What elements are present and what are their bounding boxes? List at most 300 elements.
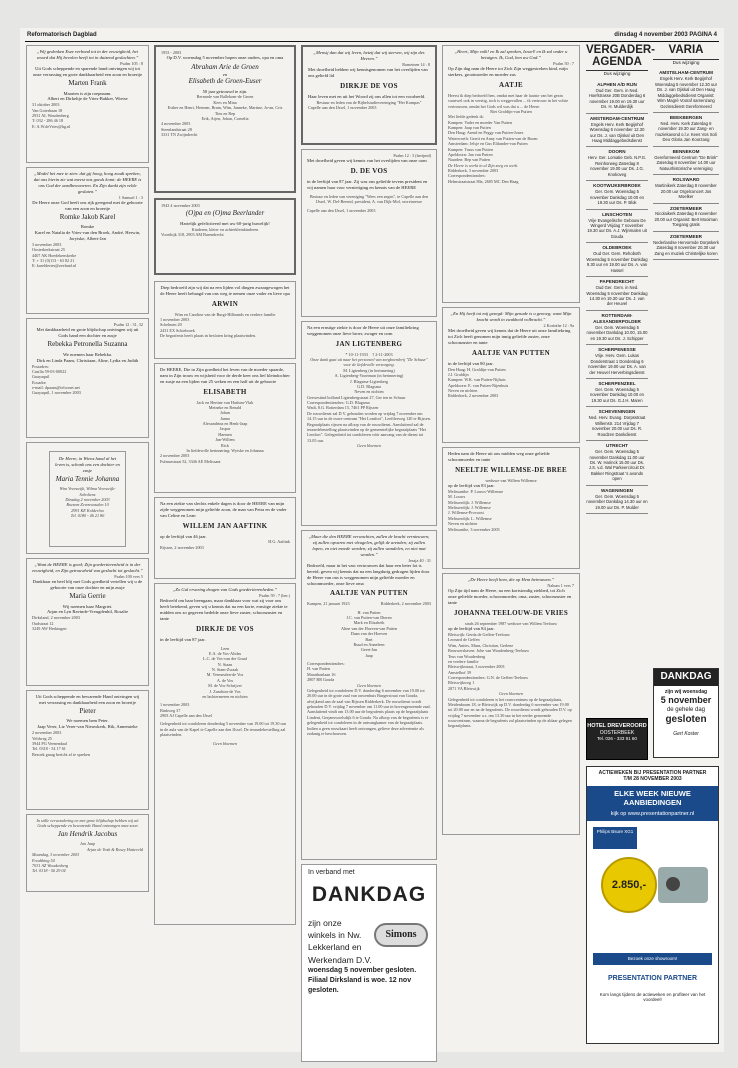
line: T: + 31 (0)113 - 63 82 21 <box>32 258 75 264</box>
agenda-item <box>653 113 719 147</box>
address <box>160 317 290 333</box>
footer: Geen bloemen <box>356 443 382 449</box>
line: Den Haag: H. Grafdijn-van Putten <box>448 366 506 372</box>
hotel-ad <box>586 718 648 760</box>
address: Voorthijk 318, 2903 AM Barendrecht <box>161 232 224 238</box>
line: 2431 EX Schiebroek <box>160 327 195 333</box>
url: kijk op www.presentationpartner.nl <box>587 811 718 821</box>
obituary-dirkje-society <box>301 45 437 145</box>
ad-title: DANKDAG <box>654 669 718 686</box>
line: Kampen: W.K. van Putten-Nijhuis <box>448 377 506 383</box>
line: Met liefde gedenk ik: <box>448 114 484 120</box>
deceased-name: D. DE VOS <box>350 167 388 176</box>
line: Neven en nichten <box>448 521 478 527</box>
line: Rick <box>221 442 229 448</box>
note: Romke <box>80 224 95 230</box>
line: Janna <box>220 415 230 421</box>
agenda-item <box>586 486 648 514</box>
address <box>54 497 121 519</box>
parents: Arjan en Lyn Ravinde-Vreugdenhil, Rosalie <box>47 609 128 615</box>
intro: De HEERE, Die in Zijn goedheid het leven van de moeder spaarde, nam in Zijn trouw en wijsheid voor de derde keer ons lief kleindochter en zusje na een lijden van 25 weken en een half uit de geboorte <box>160 367 290 384</box>
column-anniversary <box>154 45 296 1048</box>
text: op de leeftijd van 46 jaar. <box>160 533 207 539</box>
line: Kees en Mina <box>213 99 237 105</box>
line: Johan <box>220 410 230 416</box>
text: Heerst ik diep bedroefd ben, omdat met haar de laatste van het gezin vaartwel ook in veertig, toch is weggevallen ... ik vertrouw in het volste vertrouwen, omdat het Gods wil was dat u ... de Heere. <box>448 92 569 109</box>
family <box>160 646 290 700</box>
note: Gelegenheid tot condoleren donderdag 5 november van 19.00 tot 19.30 uur in de aula van de Kapel te Capelle aan den IJssel. De teraardebestelling zal plaatsvinden. <box>160 721 287 738</box>
line: Filiaal Dirksland is woe. 12 nov gesloten. <box>308 977 412 995</box>
intro: Met dankbaarheid en grote blijdschap ontvingen wij uit Gods hand een dochter en zusje <box>36 327 139 339</box>
agenda-list <box>586 80 648 514</box>
column-birth <box>26 45 149 1048</box>
price-badge: 2.850,- <box>601 857 657 913</box>
agenda-item-place: BENNEKOM <box>672 148 700 154</box>
line: Melisserdijk: L. Willemse <box>448 515 492 521</box>
line: Correspondentieadres: <box>448 173 486 179</box>
years: 1943 4 november 2003 <box>161 203 200 208</box>
address <box>32 102 143 129</box>
line: Kampen: Vader en moeder Van Putten <box>448 119 512 125</box>
agenda-item <box>586 277 648 311</box>
birth-notice-pieter <box>26 690 149 810</box>
death-date: † 2-11-2003 <box>372 351 393 357</box>
obituary-ligtenberg <box>301 321 437 526</box>
quote-ref: Psalm 12 : 3 (berijmd) <box>393 153 431 158</box>
line: Bleiswijkstraat, 3 november 2003 <box>448 664 505 670</box>
text: Hartelijk gefeliciteerd met uw 60-jarig huwelijk! <box>180 221 270 227</box>
line: Correspondentieadres: G.D. Blagsma <box>307 400 370 406</box>
child-name: Marten Frank <box>68 78 107 87</box>
line: Casilla 59-03-00022 <box>32 368 67 374</box>
line: Bleiswijkweg 1 <box>448 680 475 686</box>
line: Correspondentieadres: <box>307 661 345 667</box>
quote: „Wij gedenken Esze verbond tot in der eeuwigheid, het woord dat Hij bevolen heeft tot in duizend geslachten.” <box>36 49 139 60</box>
line: Erik, Arjen, Johan, Cornelia <box>201 115 249 121</box>
line: G.D. Blagsma <box>357 383 381 389</box>
agenda-item-details: Herv. Ger. Lomatie Geb. N.P.G. Reinhorweg Zaterdag 8 november 19.00 uur Ds. J.G. Knokoveg <box>587 155 647 177</box>
line: Melissanthe: P. Louws-Willemse <box>448 488 504 494</box>
family: Kinderen, klein- en achterkleinkinderen <box>191 226 259 232</box>
line: J. Blagsma-Ligtenberg <box>349 378 389 384</box>
line: Tel. 0318 - 56 29 04 <box>32 868 66 874</box>
note: De rouwdienst zal D.V. gehouden worden op vrijdag 7 november om 14.15 uur in de ouwe centrum "Het Lontfort", Leeftlerweg 120 te Rijssen. Begraafplaats rijssen na afloop van de rouwdienst. Aansluitend zal de teraardebestelling plaatsvinden op de gemeentelijke begraafplaats "Het Lentfort". Gelegenheid tot condoleren vóór aanvang van de dienst tot 13.05 uur. <box>307 410 431 443</box>
text: op de leeftijd van 84 jaar. <box>448 626 495 632</box>
signature: Bestuur en leden van de Bijbelstudievereniging "Het Kompas" <box>316 99 422 105</box>
note: Gelegenheid tot condoleren is het rouwcentrum op de begraafplaats, Meidenboom 18, te Bleiswijk op D.V. donderdag 6 november van 19.00 tot 20.00 uur en na de begrafenis. De rouwdienst wordt gehouden D.V. op vrijdag 7 november a.s. om 13.30 uur in het eerder genoemde rouwcentrum, waarna de begrafenis zal plaatsvinden op de aldaar gelegen begraafplaats. <box>448 696 572 729</box>
line: Oudstraat 12 <box>32 620 54 626</box>
line: Veldweg 25 <box>32 735 52 741</box>
husband-name: Abraham Arie de Groen <box>191 63 259 72</box>
line: 2931 AL Woudenberg <box>32 113 69 119</box>
address <box>160 702 290 718</box>
address <box>32 242 143 269</box>
note: Wij noemen haar Margriet. <box>62 603 113 609</box>
obituary-johanna-teelouw <box>442 573 580 835</box>
inner-frame <box>49 451 126 547</box>
line: Marathonlaan 16 <box>307 671 336 677</box>
line: Dinsdag 2 november 2003 <box>65 497 110 503</box>
quote: „Model het mee te zien: dat gij hoog, hoog zoudt spreken, dat ons hierin zie wat meest ons goeds komt: de HEERE is ons God der aardbewoneren. En Zijn dankt zijn velde geslaten.” <box>33 171 142 194</box>
line: 3944 PG Veenendaal <box>32 740 68 746</box>
dankdag-simons-ad <box>301 864 437 1062</box>
column-agenda <box>586 44 656 732</box>
line: Ruud en Anneleen <box>353 641 385 647</box>
ad-title: DANKDAG <box>311 882 427 906</box>
line: Kampen: Jaap van Putten <box>448 125 491 131</box>
line: Mark en Elisabeth <box>353 620 385 626</box>
note: Gelegenheid tot condoleren D.V. donderdag 6 november van 19.00 tot 20.00 uur in de grote zaal van ouwenhuis Burgerstraat van Gouda, afwijkend aan de zaal van Rijssen Ridderkerk. De rouwdienst wordt gehouden D.V. vrijdag 7 november om 11.00 uur in bovengenoemde zaal. Aansluitend vindt om 13.00 uur de begrafenis plaats op de begraafplaats Lindeni, Gerjanswoelsdijk 6 te Gouda. Na afloop van de begrafenis is er gelegenheid tot condoleren in de ontvangkamer van de begraafplaats. Indien u geen rouwkaart heeft ontvangen, gelieve deze advertentie als zodanig te beschouwen. <box>307 687 431 736</box>
line: 2 november 2003 <box>160 453 190 459</box>
dankdag-koster-ad <box>653 668 719 758</box>
deceased-name: DIRKJE DE VOS <box>340 81 398 90</box>
product-area <box>593 827 712 947</box>
hotel-tel: Tel. 026 - 333 91 60 <box>597 736 637 742</box>
address: Melissanthe, 3 november 2003 <box>448 526 500 532</box>
line: Kampen: Truus van Putten <box>448 146 493 152</box>
line: Esther en Henri, Hermen, Bram, Wim, Janneke, Martine, Jo-an, Cris <box>167 105 283 111</box>
note: Maarten is zijn roepnaam. <box>63 90 112 96</box>
line: J. Willemse-Provoost <box>448 510 484 516</box>
line: Ecuador <box>32 379 46 385</box>
footer: Kom langs tijdens de actieweken en profiteer van het voordeel! <box>599 991 706 1003</box>
varia-subtitle: Dus wijziging <box>672 59 700 65</box>
parents: Karel en Natalia de Vries-van den Broek, André, Herwin, Jorytske, Albert-Jan <box>34 230 141 242</box>
deceased-name: ARWIN <box>211 299 239 308</box>
intro: Met droefheid hebben wij kennisgenomen van het overlijden van ons geliefd lid <box>308 67 428 78</box>
years: 1953 - 2003 <box>161 50 182 55</box>
line: Amsterdam: Jelsje en Gus Elifander-van Putten <box>448 141 528 147</box>
line: Jaspar <box>219 426 231 432</box>
line: E: karelderies@zeeland.nl <box>32 263 77 269</box>
line: Van Goterbaan 18 <box>32 107 63 113</box>
agenda-item <box>586 80 648 114</box>
agenda-item-details: Vrije Evangelische Gebouw De Wingerd Vrijdag 7 november 19.30 uur Ds. A.J. Wijnmalen uit Gouda <box>587 217 647 239</box>
obituary-elisabeth <box>154 363 296 493</box>
line: gesloten <box>665 714 707 726</box>
family <box>161 94 289 121</box>
intro: Diep bedroefd zijn wij dat na een lijden vol dingen zwaargewogen het de Heere heeft behaagd van ons weg te nemen onze vader en lieve opa <box>160 285 290 296</box>
birth-notice-marten <box>26 45 149 163</box>
line: Boezem Zevenwouden 10 <box>66 502 109 508</box>
deceased-name: DIRKJE DE VOS <box>196 624 254 633</box>
deceased-name: AALTJE VAN PUTTEN <box>329 589 409 598</box>
line: N. Staan <box>217 661 233 667</box>
hotel-sub: OOSTERBEEK <box>599 730 635 737</box>
shop-name: Gert Koster <box>673 731 699 738</box>
address <box>160 453 290 464</box>
birth-notice-romke <box>26 167 149 314</box>
agenda-item-place: UTRECHT <box>606 443 628 449</box>
intro: Uit Gods scheppende en bewarende Hand ontvingen wij met verrassing en dankbaarheid een zoon en broertje <box>35 694 140 705</box>
line: 2871 VA Bleiswijk <box>448 685 480 691</box>
agenda-item <box>586 345 648 379</box>
anniversary-beerlander <box>154 198 296 275</box>
and: en <box>222 71 228 77</box>
line: 1 november 2003 <box>160 702 190 708</box>
line: 2991 KE Kolderloo <box>71 507 104 513</box>
signature: Bestuur en leden van vereniging "Wees een zegen", te Capelle aan den IJssel, W. Del-Berend, president, A. van Dijk-Mol, secretaresse <box>309 193 429 205</box>
lens-icon <box>666 877 680 891</box>
line: Meineke en Renald <box>208 404 242 410</box>
agenda-item-details: Ger. Gem. Woensdag 5 november Dankdag 11.00 uur Ds. W. Harinck 15.00 uur Ds. J.S. v.d. Wal Parkeercircuit Dr. Bakker Ringstraat 's avonds open <box>588 449 646 482</box>
footer: Geen bloemen <box>498 691 524 697</box>
agenda-item-details: Ger. Gem. Woensdag 5 november Dankdag 10.00, 15.00 en 19.30 uur Ds. J. Schipper <box>586 324 648 341</box>
note: We noemen hem Peter. <box>66 718 109 724</box>
agenda-item-details: Oud Ger. Gem. in Ned. Woensdag 5 november Dankdag 14.30 en 19.30 uur Ds. J. van der Heuvel <box>586 285 648 307</box>
agenda-item-place: ALPHEN A/D RIJN <box>597 81 637 87</box>
agenda-item-place: OLDEBROEK <box>602 245 632 251</box>
quote: „Heert, Mijn volk! en Ik zal spreken, Israel! en Ik zal onder u betuigen. Ik, God, ben uw God.” <box>454 49 568 60</box>
line: Teus van Woudenberg <box>448 653 486 659</box>
child-name: Rebekka Petronella Suzanna <box>47 340 128 349</box>
quote-ref: Psalm 100 vers 5 <box>114 573 143 579</box>
line: L.C. de Vos-van der Graaf <box>202 656 248 662</box>
line: Neven en nichten <box>354 389 384 395</box>
agenda-item <box>586 114 648 148</box>
line: J.C. van Putten-van Dieren <box>346 615 392 621</box>
quote-ref: Psalm 59 : 7 (ber.) <box>259 592 290 598</box>
line: J.J. Grafdijn <box>448 371 469 377</box>
line: Apeldoorn: E. van Putten-Nijenhuis <box>448 382 509 388</box>
agenda-item-place: LINSCHOTEN <box>602 211 632 217</box>
line: Schelmen 20 <box>160 322 182 328</box>
line: Alexandrina en Henk-Jaap <box>202 421 248 427</box>
line: Foodthing 54 <box>32 857 55 863</box>
line: woensdag 5 november gesloten. <box>308 967 417 975</box>
line: Tel. 0318 - 54 17 61 <box>32 746 66 752</box>
line: T/M 28 NOVEMBER 2003 <box>623 776 682 783</box>
line: Bernarde van Ballekom-de Groen <box>196 94 254 100</box>
line: Amstelhof 39 <box>448 669 471 675</box>
quote: „En Hij heeft tot mij gezegd: Mijn genade is u genoeg; want Mijn kracht wordt in zwakheid volbracht.” <box>450 311 572 322</box>
subtitle: weduwe van Willem Willemse <box>485 477 537 483</box>
text: in de leeftijd van 87 jaar. <box>160 636 206 642</box>
line: Tieu en Rep <box>214 110 236 116</box>
line: winkels in Nw. <box>308 930 362 941</box>
slogan: Bezoek onze showroom! <box>593 953 712 965</box>
address <box>307 661 431 683</box>
quote: Onze dank gaat uit naar het personeel van zorgboerderij "De Schuur" voor de liefdevolle verzorging. <box>310 357 428 368</box>
line: Bart <box>365 636 373 642</box>
line: 5 november <box>660 695 712 706</box>
intro: Bedroefd, maar in het vast vertrouwen dat haar een beter lot is bereid, geven wij kennis dat na een langdurig gedragen lijden door de Heere van ons is weggenomen mijn geliefde moeder en schoonmoeder, onze lieve oma <box>307 562 430 586</box>
agenda-item-place: WAGENINGEN <box>601 487 633 493</box>
line: Helmstraatstraat 80a, 2605 MC Den Haag <box>448 178 519 184</box>
line: Werkendam D.V. <box>308 954 372 965</box>
agenda-item <box>653 232 719 260</box>
line: E: A.W.deVries@hg.nl <box>32 123 71 129</box>
line: Leen <box>220 645 230 651</box>
agenda-item-details: Ned. Herv. Kerk Zaterdag 8 november 19.30 uur Zang- en muziekavond o.l.v. Kees Vos Soli Deo Gloria Jan Koorzang <box>655 121 717 143</box>
line: Ridderkerk, 3 november 2003 <box>448 168 499 174</box>
line: Naarden: Bep van Putten <box>448 157 490 163</box>
line: 2807 BR Gouda <box>307 677 335 683</box>
note: Jan Jaap <box>79 841 96 847</box>
agenda-item <box>586 147 648 181</box>
line: Wim, Aniies, Mans, Christian, Gerlene <box>448 642 514 648</box>
line: Binkweg 37 <box>160 707 181 713</box>
address <box>307 395 431 411</box>
intro: De Heere onze God heeft ons rijk geregend met de geboorte van een zoon en broertje <box>32 199 143 211</box>
column-varia <box>653 45 719 662</box>
line: ACTIEWEKEN BIJ PRESENTATION PARTNER <box>598 770 707 776</box>
deceased-name: NEELTJE WILLEMSE-DE BREE <box>455 465 567 474</box>
address <box>32 730 143 757</box>
quote-ref: Nahum 1 vers 7 <box>547 582 574 588</box>
line: Tel. 0180 - 46 21 86 <box>70 513 105 519</box>
agenda-item-place: ROLSWARD <box>672 177 700 183</box>
note: We noemen haar Rebekka. <box>62 351 113 357</box>
quote-ref: 1 Samuel 1 : 3 <box>118 194 143 200</box>
line: Jan-Willem <box>215 437 235 443</box>
child-name: Maria Tennie Johanna <box>55 474 120 483</box>
line: Apeldoorn: Jan van Putten <box>448 151 493 157</box>
family <box>448 632 574 664</box>
child-name: Jan Hendrik Jacobus <box>57 829 118 838</box>
varia-title: VARIA <box>653 45 719 60</box>
line: Wadi, 8.G. Rotterdam 15, 7461 PP Rijssen <box>307 405 379 411</box>
obituary-arwin <box>154 281 296 359</box>
line: 3331 TN Zwijndrecht <box>161 132 198 137</box>
death: Ridderkerk, 2 november 2003 <box>380 601 431 607</box>
family <box>448 367 574 394</box>
line: Harmen <box>218 431 232 437</box>
obituary-dirkje-de-vos <box>154 583 296 925</box>
quote: „Mensij dan dat wij leven, hetzij dat wij sterven, wij zijn des Heeren.” <box>313 50 425 61</box>
agenda-item-details: Oud Ger. Gem. in Ned. Hoefstrasse 20B Donderdag 6 november 19.00 en 19.30 uur Ds. H. Mulderdijk <box>588 87 646 110</box>
agenda-item-details: Ned. Herv. Evang. Dorpsstraat Willemstr. 214 Vrijdag 7 november 20.00 uur Ds. R. Roodzen Dankdienst <box>588 415 646 437</box>
line: de gehele dag <box>666 706 706 713</box>
obituary-aatje <box>442 45 580 303</box>
agenda-item <box>653 68 719 113</box>
headline: ELKE WEEK NIEUWE AANBIEDINGEN <box>587 786 718 811</box>
text: 50 jaar getrouwd te zijn. <box>202 88 248 94</box>
line: Aline van der Hoeven-van Putten <box>340 625 398 631</box>
text: op de leeftijd van 83 jaar. <box>448 483 495 489</box>
hotel-title: HOTEL DREVEROORD <box>587 723 647 729</box>
brand: PRESENTATION PARTNER <box>607 974 698 982</box>
line: 7031 AZ Woudenberg <box>32 862 69 868</box>
intro: In stille verwondering en met grote blijdschap hebben wij uit Gods scheppende en bewarende Hand ontvangen onze zoon <box>36 818 139 829</box>
agenda-item-place: AMSTELHAM-CENTRUM <box>659 70 713 76</box>
ad-top: In verband met <box>308 869 355 876</box>
address <box>32 364 143 396</box>
quote: „Zo Gal ervaring dragen van Gods goedertierenheden.” <box>172 587 278 592</box>
parents: Dirk en Linda Paans, Christiaan, Aline, Lydia en Judith <box>36 357 139 363</box>
address <box>32 615 143 631</box>
birth-notice-maria-gerrie <box>26 558 149 686</box>
quote-ref: 2 Korinthe 12 : 9a <box>543 322 574 328</box>
intro: Op Zijn dag nam de Heere tot Zich Zijn weggestreken kind, mijn sterkers, grootmoeder en moeder zus <box>448 66 568 77</box>
line: M. de Vos-Schrijver <box>208 683 242 689</box>
agenda-item-details: Ger. Gem. Woensdag 5 november Dankdag 10.00 en 19.30 uur Ds. G.J.H. Maren <box>589 386 644 403</box>
line: Jaap <box>365 652 373 658</box>
obituary-aaftink <box>154 497 296 579</box>
line: Neven en nichten <box>448 388 478 394</box>
agenda-item-details: Nicolaikerk Zaterdag 8 november 20.00 uur Organist: Bert Mooiman Toegang gratis <box>654 211 718 228</box>
note: In liefdevolle herinnering: Wytske en Johanna <box>186 447 264 453</box>
obituary-neeltje <box>442 447 580 569</box>
wife-name: Elisabeth de Groen-Euser <box>188 76 262 85</box>
deceased-name: AATJE <box>499 80 523 89</box>
quote-ref: Psalm 50 : 7 <box>553 60 574 66</box>
line: Postadres: <box>32 363 50 369</box>
line: T: 032 - 286 46 18 <box>32 118 64 124</box>
family <box>448 114 574 162</box>
line: 4 november 2003 <box>161 121 191 127</box>
subtitle: sinds 26 september 1987 weduwe van Willem Teelouw <box>464 620 558 626</box>
product-tag: Philips Bsure XG1 <box>593 827 637 849</box>
agenda-item-place: ZOETERMEER <box>670 233 702 239</box>
title: (O)pa en (O)ma Beerlander <box>185 209 265 218</box>
footer: Geen bloemen <box>356 682 382 688</box>
quote-ref: Jesaja 40 : 31 <box>408 557 431 563</box>
dates <box>307 601 431 606</box>
intro: Op D.V. woensdag 5 november hopen onze ouders, opa en oma <box>166 55 284 61</box>
quote: „De Heere heeft hem, die op Hem betrouwen.” <box>467 577 555 582</box>
family <box>307 610 431 658</box>
intro: Bedroefd om haar heengaan, maar dankbaar voor wat zij voor ons heeft betekend, geven wij u kennis dat na een korte, ernstige ziekte te midden ons zo gegeven hedelde onze lieve zuster, schoonzuster en tante <box>160 598 288 621</box>
line: Maandag, 3 november 2003 <box>32 852 80 858</box>
line: Brouwershaven: Jobe van Woudenberg-Teelouw <box>448 648 530 654</box>
signature: H.G. Aaftink <box>268 539 290 545</box>
child-name: Maria Gerrie <box>69 591 106 600</box>
agenda-item-details: Engels Herv. Kerk Begijnhof Woensdag 5 november 12.30 uur Ds. J. van Ojiskal uit Den Haag Middaggebedsdienst <box>589 121 645 143</box>
projector-image <box>658 867 708 903</box>
line: H. van Putten <box>357 609 381 615</box>
obituary-d-de-vos <box>301 149 437 317</box>
quote: „Want de HEERE is goed; Zijn goedertierenheid is in der eeuwigheid, en Zijn getrouwheid van geslacht tot geslacht.” <box>32 562 143 573</box>
family <box>448 489 574 527</box>
agenda-item <box>586 210 648 244</box>
agenda-item-place: DOORN <box>608 149 626 155</box>
agenda-item <box>586 243 648 277</box>
line: Oosterkerkstraat 25 <box>32 247 65 253</box>
line: Bleiswijk: Gerda de Geffen-Teelouw <box>448 632 510 638</box>
agenda-item-place: AMSTERDAM-CENTRUM <box>589 115 645 121</box>
family <box>307 368 431 395</box>
intro: De Heere, in Wiens hand al het leven is, schonk ons een dochter en zusje <box>55 456 120 473</box>
line: 4407 AK Hoedekenskerke <box>32 252 77 258</box>
birth: Kampen, 21 januari 1923 <box>307 601 350 607</box>
line: Steenlandstraat 28 <box>161 126 192 132</box>
address <box>32 852 143 874</box>
agenda-subtitle: Dus wijziging <box>603 71 631 76</box>
line: en lachtermeren en nichten <box>202 693 248 699</box>
agenda-item <box>586 181 648 209</box>
agenda-item-details: Oud Ger. Gem. Rehoboth Woensdag 5 november Dankdag 9.30 uur en 19.00 uur Ds. A. van Hassel <box>586 251 648 273</box>
deceased-name: ELISABETH <box>203 387 247 396</box>
address: Ridderkerk, 2 november 2003 <box>448 393 499 399</box>
address: Capelle aan den IJssel, 1 november 2003 <box>308 105 377 111</box>
family <box>160 400 290 448</box>
deceased-name: AALTJE VAN PUTTEN <box>471 348 551 357</box>
presentation-partner-ad <box>586 766 719 1044</box>
page-header <box>25 30 719 42</box>
agenda-item-place: KOOTWIJKERBROEK <box>593 183 641 189</box>
intro: Op Zijn tijd nam de Heere, na een kortstondig ziekbed, tot Zich onze geliefde moeder, schoonmoeder, oma, zuster, schoonzuster en tante <box>448 588 572 605</box>
agenda-item-place: ZOETERMEER <box>670 205 702 211</box>
agenda-title: VERGADER-AGENDA <box>586 45 648 71</box>
address <box>448 664 574 691</box>
text: in de leeftijd van 80 jaar. <box>448 360 494 366</box>
parents: Wim Vreeswijk, Wilma Vreeswijk-Scholtens <box>59 486 116 497</box>
line: 2 november 2003 <box>32 730 62 736</box>
line: 1 november 2003 <box>160 317 190 323</box>
text: in de leeftijd van 87 jaar. Zij was ons geliefde tevens president en wij namen haar voor vernietiging en kennis van de HEERE <box>307 179 428 191</box>
agenda-item-details: Ger. Gem. Woensdag 5 november Dankdag 10.00 en 19.30 uur Ds. P. Blok <box>589 189 644 206</box>
